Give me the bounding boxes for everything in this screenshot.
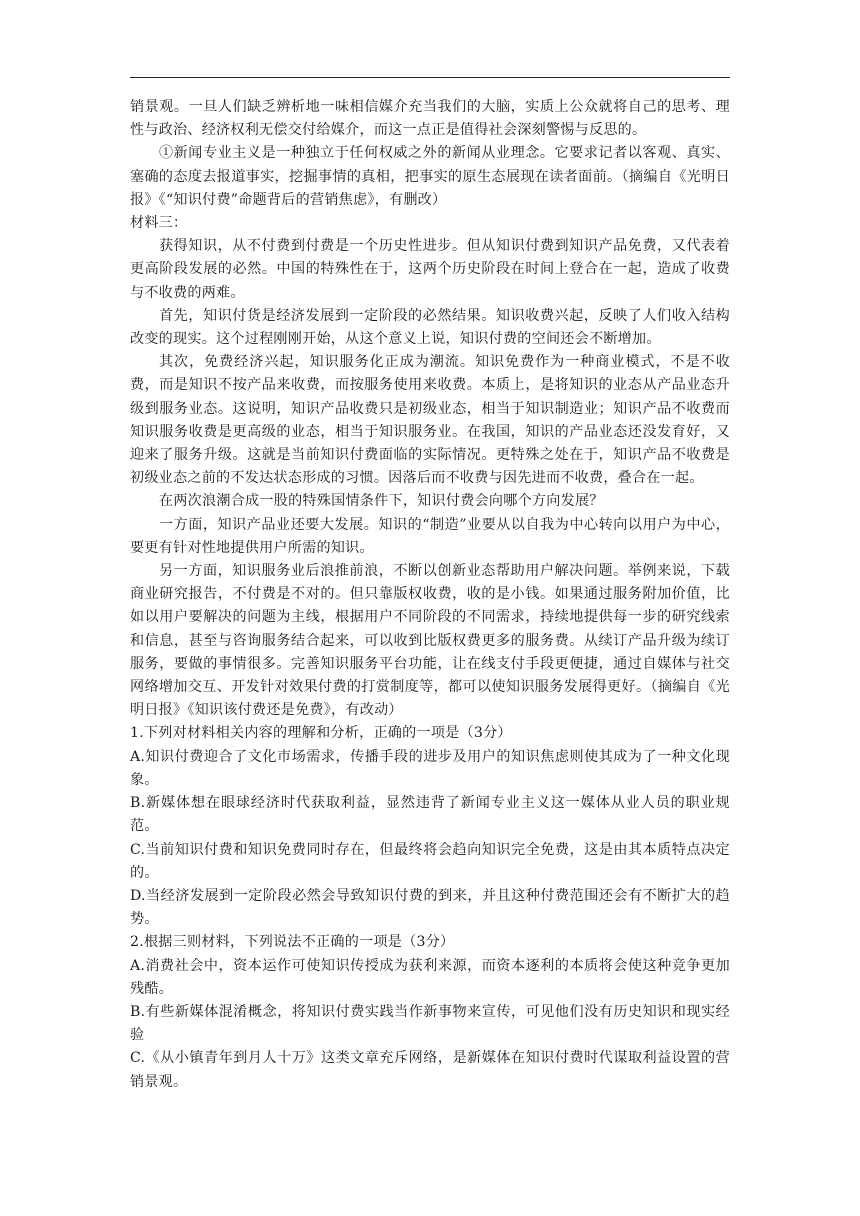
document-body (130, 96, 730, 1094)
question-1-option-d: D.当经济发展到一定阶段必然会导致知识付费的到来，并且这种付费范围还会有不断扩大的趋势。 (130, 887, 730, 928)
question-2-stem: 2.根据三则材料，下列说法不正确的一项是（3分） (130, 934, 455, 951)
question-1-stem: 1.下列对材料相关内容的理解和分析，正确的一项是（3分） (130, 725, 512, 742)
material-three-label: 材料三： (130, 215, 188, 232)
question-2-option-b: B.有些新媒体混淆概念，将知识付费实践当作新事物来宣传，可见他们没有历史知识和现实经验 (130, 1003, 730, 1044)
paragraph: 在两次浪潮合成一股的特殊国情条件下，知识付费会向哪个方向发展？ (159, 493, 604, 510)
paragraph-footnote: ①新闻专业主义是一种独立于任何权威之外的新闻从业理念。它要求记者以客观、真实、塞确的态度去报道事实，挖掘事情的真相，把事实的原生态展现在读者面前。（摘编自《光明日报》《“知识付费”命题背后的营销焦虑》，有删改） (130, 145, 730, 208)
paragraph-continuation: 销景观。一旦人们缺乏辨析地一味相信媒介充当我们的大脑，实质上公众就将自己的思考、理性与政治、经济权利无偿交付给媒介，而这一点正是值得社会深刻警惕与反思的。 (130, 99, 730, 139)
question-2-option-c: C.《从小镇青年到月人十万》这类文章充斥网络，是新媒体在知识付费时代谋取利益设置的营销景观。 (130, 1050, 730, 1090)
paragraph: 获得知识，从不付费到付费是一个历史性进步。但从知识付费到知识产品免费，又代表着更高阶段发展的必然。中国的特殊性在于，这两个历史阶段在时间上登合在一起，造成了收费与不收费的两难。 (130, 238, 730, 301)
question-1-option-b: B.新媒体想在眼球经济时代获取利益，显然违背了新闻专业主义这一媒体从业人员的职业规范。 (130, 795, 730, 835)
header-rule (130, 77, 730, 78)
question-1-option-c: C.当前知识付费和知识免费同时存在，但最终将会趋向知识完全免费，这是由其本质特点决定的。 (130, 841, 730, 881)
question-2-option-a: A.消费社会中，资本运作可使知识传授成为获利来源，而资本逐利的本质将会使这种竞争更加残酷。 (130, 957, 730, 997)
paragraph: 另一方面，知识服务业后浪推前浪，不断以创新业态帮助用户解决问题。举例来说，下载商业研究报告，不付费是不对的。但只靠版权收费，收的是小钱。如果通过服务附加价值，比如以用户要解决的问题为主线，根据用户不同阶段的不同需求，持续地提供每一步的研究线索和信息，甚至与咨询服务结合起来，可以收到比版权费更多的服务费。从续订产品升级为续订服务，要做的事情很多。完善知识服务平台功能，让在线支付手段更便捷，通过自媒体与社交网络增加交互、开发针对效果付费的打赏制度等，都可以使知识服务发展得更好。（摘编自《光明日报》《知识该付费还是免费》，有改动） (130, 563, 730, 719)
question-1-option-a: A.知识付费迎合了文化市场需求，传播手段的进步及用户的知识焦虑则使其成为了一种文化现象。 (130, 748, 730, 788)
paragraph: 首先，知识付货是经济发展到一定阶段的必然结果。知识收费兴起，反映了人们收入结构改变的现实。这个过程刚刚开始，从这个意义上说，知识付费的空间还会不断增加。 (130, 307, 730, 348)
paragraph: 其次，免费经济兴起，知识服务化正成为潮流。知识免费作为一种商业模式，不是不收费，而是知识不按产品来收费，而按服务使用来收费。本质上，是将知识的业态从产品业态升级到服务业态。这说明，知识产品收费只是初级业态，相当于知识制造业；知识产品不收费而知识服务收费是更高级的业态，相当于知识服务业。在我国，知识的产品业态还没发育好，又迎来了服务升级。这就是当前知识付费面临的实际情况。更特殊之处在于，知识产品不收费是初级业态之前的不发达状态形成的习惯。因落后而不收费与因先进而不收费，叠合在一起。 (130, 354, 730, 487)
paragraph: 一方面，知识产品业还要大发展。知识的“制造”业要从以自我为中心转向以用户为中心，要更有针对性地提供用户所需的知识。 (130, 516, 730, 556)
